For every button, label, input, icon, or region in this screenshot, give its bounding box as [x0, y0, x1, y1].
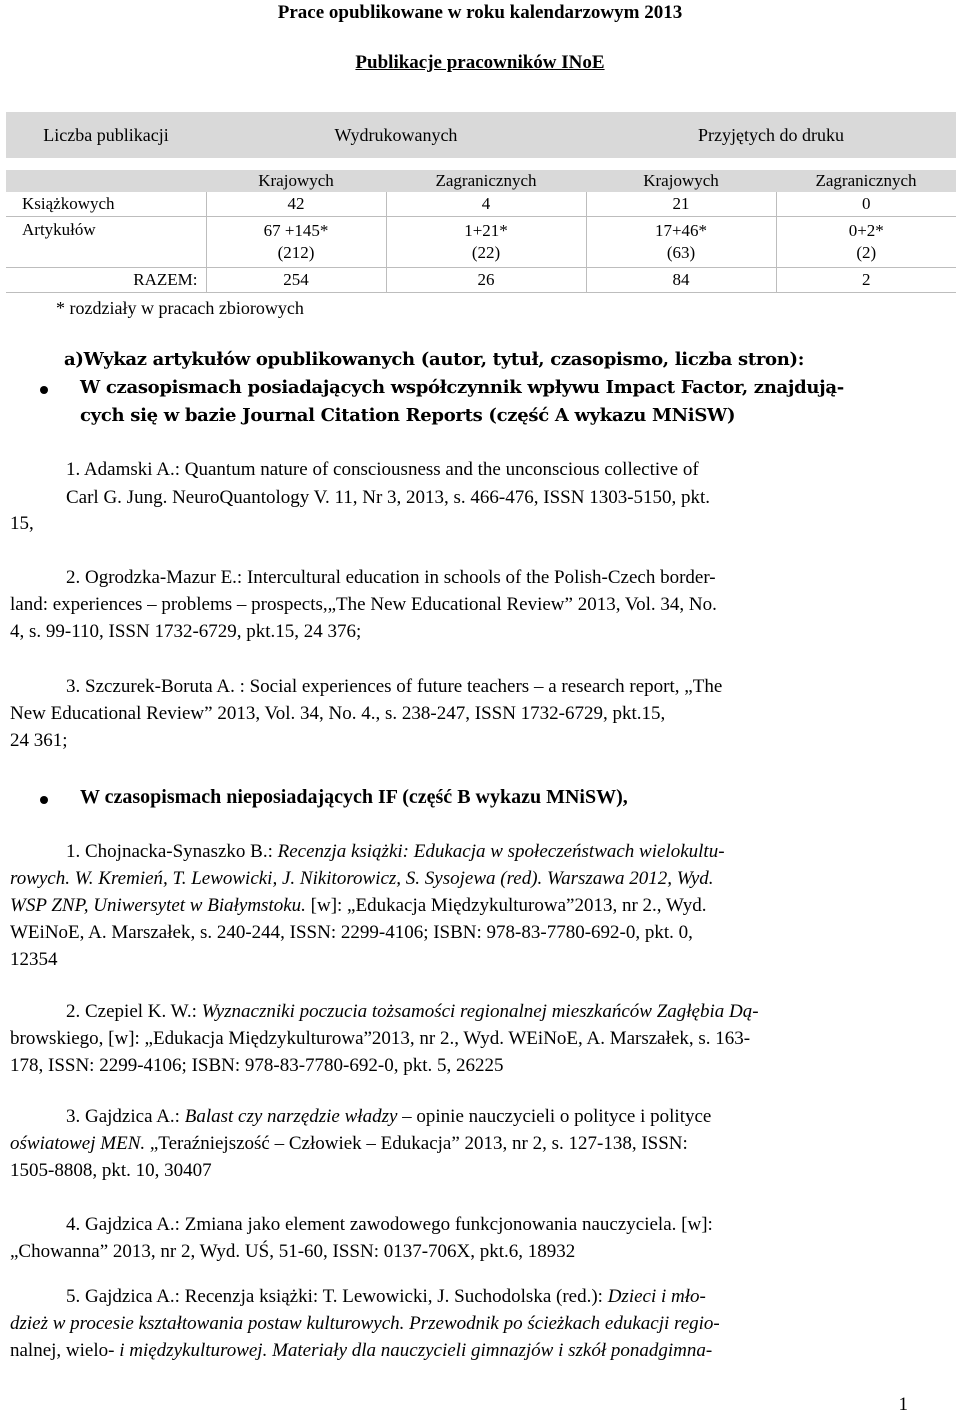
article-2-line1: 2. Ogrodzka-Mazur E.: Intercultural education in schools of the Polish-Czech border-	[66, 567, 716, 588]
header-accepted: Przyjętych do druku	[586, 112, 956, 158]
document-title: Prace opublikowane w roku kalendarzowym 2013	[277, 2, 683, 23]
article-1-side-mark: 15,	[10, 513, 34, 534]
table-cell: 1+21* (22)	[386, 217, 586, 268]
table-cell: 42	[206, 192, 386, 217]
article-3-line1: 3. Szczurek-Boruta A. : Social experiences of future teachers – a research report, „The	[66, 676, 723, 697]
b-article-2-line2: browskiego, [w]: „Edukacja Międzykulturowa”2013, nr 2., Wyd. WEiNoE, A. Marszałek, s. 163-	[10, 1028, 751, 1049]
table-cell: 2	[776, 268, 956, 293]
b-article-2-line3: 178, ISSN: 2299-4106; ISBN: 978-83-7780-692-0, pkt. 5, 26225	[10, 1055, 504, 1076]
section-a-heading: a)Wykaz artykułów opublikowanych (autor, tytuł, czasopismo, liczba stron):	[64, 349, 805, 370]
table-subheader-row	[6, 170, 956, 192]
article-1-line1: 1. Adamski A.: Quantum nature of consciousness and the unconscious collective of	[66, 459, 699, 480]
article-2-line3: 4, s. 99-110, ISSN 1732-6729, pkt.15, 24 376;	[10, 621, 362, 642]
b-article-5-line2: dzież w procesie kształtowania postaw kulturowych. Przewodnik po ścieżkach edukacji regio-	[10, 1313, 720, 1334]
page-number: 1	[898, 1394, 908, 1415]
article-3-line2: New Educational Review” 2013, Vol. 34, No. 4., s. 238-247, ISSN 1732-6729, pkt.15,	[10, 703, 666, 724]
article-2-line2: land: experiences – problems – prospects,„The New Educational Review” 2013, Vol. 34, No.	[10, 594, 717, 615]
b-article-2-line1: 2. Czepiel K. W.: Wyznaczniki poczucia tożsamości regionalnej mieszkańców Zagłębia Dą-	[66, 1001, 759, 1022]
header-printed: Wydrukowanych	[206, 112, 586, 158]
table-footnote-row	[6, 293, 956, 324]
article-1-line2: Carl G. Jung. NeuroQuantology V. 11, Nr 3, 2013, s. 466-476, ISSN 1303-5150, pkt.	[66, 487, 711, 508]
subheader-domestic-accepted: Krajowych	[586, 170, 776, 192]
table-cell: 21	[586, 192, 776, 217]
table-row	[6, 268, 956, 293]
b-article-3-line3: 1505-8808, pkt. 10, 30407	[10, 1160, 212, 1181]
b-article-5-line3: nalnej, wielo- i międzykulturowej. Materiały dla nauczycieli gimnazjów i szkół ponadgimna-	[10, 1340, 713, 1361]
article-3-line3: 24 361;	[10, 730, 68, 751]
subheader-foreign-printed: Zagranicznych	[386, 170, 586, 192]
publication-stats-table	[6, 112, 956, 323]
row-label: Artykułów	[6, 217, 206, 268]
bullet-icon	[40, 796, 48, 804]
b-article-3-line1: 3. Gajdzica A.: Balast czy narzędzie władzy – opinie nauczycieli o polityce i polityce	[66, 1106, 712, 1127]
row-label: RAZEM:	[6, 268, 206, 293]
b-article-5-line1: 5. Gajdzica A.: Recenzja książki: T. Lewowicki, J. Suchodolska (red.): Dzieci i mło-	[66, 1286, 706, 1307]
header-label: Liczba publikacji	[6, 112, 206, 158]
table-header-row	[6, 112, 956, 158]
table-cell: 67 +145* (212)	[206, 217, 386, 268]
bullet-if-line2: cych się w bazie Journal Citation Reports (część A wykazu MNiSW)	[80, 405, 736, 426]
b-article-1-line4: WEiNoE, A. Marszałek, s. 240-244, ISSN: 2299-4106; ISBN: 978-83-7780-692-0, pkt. 0,	[10, 922, 693, 943]
table-cell: 4	[386, 192, 586, 217]
table-row	[6, 217, 956, 268]
b-article-1-line5: 12354	[10, 949, 58, 970]
table-cell: 0	[776, 192, 956, 217]
table-row	[6, 192, 956, 217]
table-cell: 0+2* (2)	[776, 217, 956, 268]
b-article-4-line2: „Chowanna” 2013, nr 2, Wyd. UŚ, 51-60, ISSN: 0137-706X, pkt.6, 18932	[10, 1241, 576, 1262]
row-label: Książkowych	[6, 192, 206, 217]
document-subtitle: Publikacje pracowników INoE	[355, 52, 605, 73]
subheader-domestic-printed: Krajowych	[206, 170, 386, 192]
bullet-if-line1: W czasopismach posiadających współczynnik wpływu Impact Factor, znajdują-	[80, 377, 844, 398]
bullet-non-if: W czasopismach nieposiadających IF (część B wykazu MNiSW),	[80, 786, 628, 808]
b-article-1-line1: 1. Chojnacka-Synaszko B.: Recenzja książki: Edukacja w społeczeństwach wielokultu-	[66, 841, 725, 862]
subheader-foreign-accepted: Zagranicznych	[776, 170, 956, 192]
table-footnote: * rozdziały w pracach zbiorowych	[56, 297, 304, 318]
bullet-icon	[40, 386, 48, 394]
table-cell: 17+46* (63)	[586, 217, 776, 268]
b-article-1-line2: rowych. W. Kremień, T. Lewowicki, J. Nikitorowicz, S. Sysojewa (red). Warszawa 2012, Wyd.	[10, 868, 714, 889]
table-cell: 254	[206, 268, 386, 293]
table-cell: 84	[586, 268, 776, 293]
table-cell: 26	[386, 268, 586, 293]
b-article-1-line3: WSP ZNP, Uniwersytet w Białymstoku. [w]: „Edukacja Międzykulturowa”2013, nr 2., Wyd.	[10, 895, 707, 916]
b-article-3-line2: oświatowej MEN. „Teraźniejszość – Człowiek – Edukacja” 2013, nr 2, s. 127-138, ISSN:	[10, 1133, 688, 1154]
b-article-4-line1: 4. Gajdzica A.: Zmiana jako element zawodowego funkcjonowania nauczyciela. [w]:	[66, 1214, 713, 1235]
